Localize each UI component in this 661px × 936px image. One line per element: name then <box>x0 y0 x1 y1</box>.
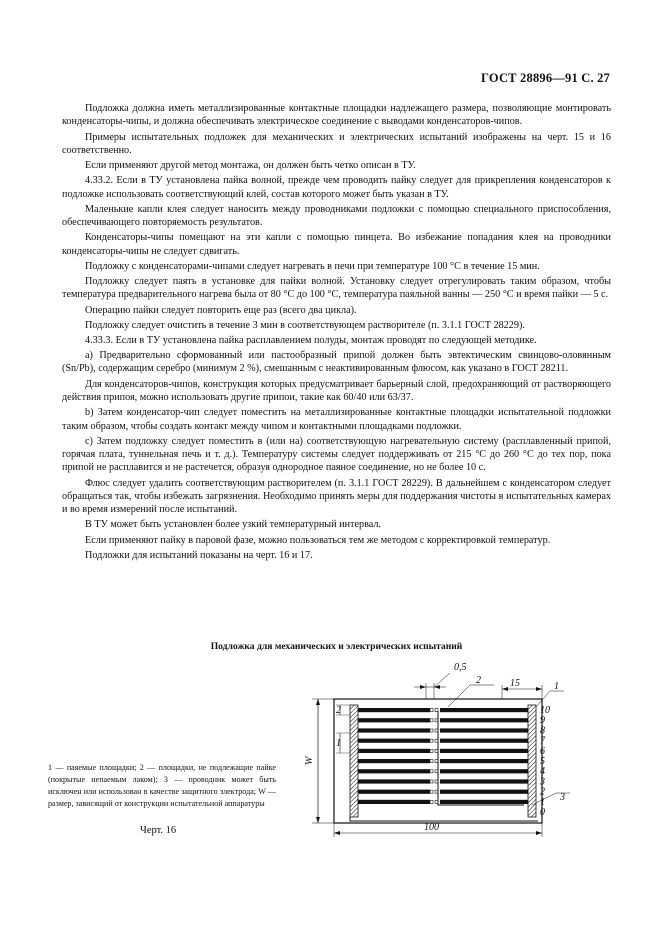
row-number: 10 <box>540 705 550 716</box>
left-comb <box>350 705 430 817</box>
paragraph: 4.33.3. Если в ТУ установлена пайка расплавлением полуды, монтаж проводят по следующей методике. <box>85 334 537 346</box>
left-finger <box>358 708 430 712</box>
right-finger <box>440 749 528 753</box>
paragraph: Примеры испытательных подложек для механических и электрических испытаний изображены на черт. 15 и 16 соответственно. <box>62 131 611 156</box>
left-finger <box>358 749 430 753</box>
solder-pad-gap <box>430 719 433 722</box>
leader-2 <box>448 675 494 707</box>
right-finger <box>440 708 528 712</box>
dimension-left-small <box>336 705 350 753</box>
body-text <box>62 102 611 564</box>
figure-caption: Черт. 16 <box>140 825 177 836</box>
dimension-left-2: 2 <box>336 705 341 716</box>
legend-text: 1 — паяемые площадки; 2 — площадки, не подлежащие пайке (покрытые непаемым лаком); 3 — проводник может быть исключен или использован в качестве защитного электрода; W — размер, зависящий от конструкции испытательной аппаратуры <box>48 763 276 808</box>
paragraph: Маленькие капли клея следует наносить между проводниками подложки с помощью специального приспособления, обеспечивающего повторяемость результатов. <box>62 203 611 229</box>
dimension-w-label: W <box>304 756 315 765</box>
figure-title: Подложка для механических и электрических испытаний <box>210 641 463 652</box>
figure-legend <box>48 762 276 810</box>
dimension-bottom <box>334 822 542 837</box>
solder-pad-gap <box>430 800 433 803</box>
paragraph: Операцию пайки следует повторить еще раз (всего два цикла). <box>85 304 357 316</box>
right-fingers <box>440 708 528 804</box>
row-number: 7 <box>540 735 545 747</box>
row-number: 3 <box>540 776 545 788</box>
dimension-w <box>304 699 334 823</box>
left-finger <box>358 769 430 773</box>
row-number: 2 <box>540 786 545 798</box>
substrate-drawing <box>298 655 574 843</box>
left-comb-spine <box>350 705 358 817</box>
row-number: 0 <box>540 807 545 818</box>
solder-pad-gap <box>430 790 433 793</box>
paragraph: Если применяют пайку в паровой фазе, можно пользоваться тем же методом с корректировкой температур. <box>85 534 551 546</box>
right-finger <box>440 769 528 773</box>
solder-pad-gap <box>430 780 433 783</box>
left-finger <box>358 800 430 804</box>
right-finger <box>440 759 528 763</box>
left-finger <box>358 718 430 722</box>
paragraph: Подложку с конденсаторами-чипами следует нагревать в печи при температуре 100 °С в течение 15 мин. <box>85 260 540 272</box>
left-finger <box>358 759 430 763</box>
leader-3-label: 3 <box>560 792 565 803</box>
solder-pad-gap <box>430 770 433 773</box>
dimension-bottom-label: 100 <box>424 822 439 833</box>
dimension-top-right <box>502 678 542 699</box>
left-finger <box>358 779 430 783</box>
solder-pad-gap <box>430 739 433 742</box>
leader-2-label: 2 <box>476 675 481 686</box>
paragraph: с) Затем подложку следует поместить в (или на) соответствующую нагревательную систему (расплавленный припой, горячая плата, туннельная печь и т. д.). Температуру системы следует поддерживать от 215 °С до 260 °С до тех пор, пока припой не расплавится и не растечется, образуя однородное паяное соединение, но не более 10 с. <box>62 435 611 474</box>
right-finger <box>440 779 528 783</box>
right-comb-spine <box>528 705 536 817</box>
pad-dots <box>430 709 438 804</box>
paragraph: Если применяют другой метод монтажа, он должен быть четко описан в ТУ. <box>85 160 416 172</box>
solder-pad-gap <box>430 709 433 712</box>
leader-1-label: 1 <box>554 681 559 692</box>
dimension-left-1: 1 <box>336 738 341 749</box>
page-header: ГОСТ 28896—91 С. 27 <box>481 71 610 85</box>
left-finger <box>358 739 430 743</box>
paragraph: В ТУ может быть установлен более узкий температурный интервал. <box>85 519 382 531</box>
leader-1 <box>536 681 564 707</box>
paragraph: а) Предварительно сформованный или пастообразный припой должен быть эвтектическим свинцово-оловянным (Sn/Pb), содержащим серебро (минимум 2 %), смешанным с неактивированным флюсом, как указано в ГОСТ 28211. <box>62 350 611 375</box>
row-number: 6 <box>540 745 545 757</box>
dimension-top-right-label: 15 <box>510 678 520 689</box>
row-number: 5 <box>540 756 545 767</box>
paragraph: 4.33.2. Если в ТУ установлена пайка волной, прежде чем проводить пайку следует для прикрепления конденсаторов к подложке использовать соответствующий клей, состав которого может быть указан в ТУ. <box>62 175 611 200</box>
paragraph: Подложку следует очистить в течение 3 мин в соответствующем растворителе (п. 3.1.1 ГОСТ 28229). <box>85 319 525 331</box>
solder-pad-gap <box>430 760 433 763</box>
row-number: 1 <box>540 796 545 808</box>
left-fingers <box>358 708 430 804</box>
row-number: 8 <box>540 725 545 737</box>
leader-3 <box>532 792 570 805</box>
row-number: 4 <box>540 766 545 778</box>
paragraph: Конденсаторы-чипы помещают на эти капли с помощью пинцета. Во избежание попадания клея на проводники конденсаторы-чипы не следует сдвигать. <box>62 232 611 257</box>
paragraph: Подложку следует паять в установке для пайки волной. Установку следует отрегулировать таким образом, чтобы температура предварительного нагрева была от 80 °С до 100 °С, температура паяльной ванны — 250 °С и время пайки — 5 с. <box>62 276 611 301</box>
row-number: 9 <box>540 715 545 727</box>
left-finger <box>358 790 430 794</box>
solder-pad-gap <box>430 749 433 752</box>
right-finger <box>440 800 528 804</box>
left-finger <box>358 728 430 732</box>
guard-conductor <box>350 817 538 821</box>
right-comb <box>440 705 536 817</box>
right-finger <box>440 739 528 743</box>
paragraph: b) Затем конденсатор-чип следует поместить на металлизированные контактные площадки испытательной подложки таким образом, чтобы создать контакт между чипом и контактными площадками подложки. <box>62 407 611 432</box>
right-finger <box>440 790 528 794</box>
right-finger <box>440 718 528 722</box>
dimension-top-gap <box>414 662 467 699</box>
paragraph: Подложка должна иметь металлизированные контактные площадки надлежащего размера, позволяющие монтировать конденсаторы-чипы, и должна обеспечивать электрическое соединение с выводами конденсаторов-чипов. <box>62 103 611 128</box>
solder-pad-gap <box>430 729 433 732</box>
paragraph: Флюс следует удалить соответствующим растворителем (п. 3.1.1 ГОСТ 28229). В дальнейшем с конденсатором следует обращаться так, чтобы избежать загрязнения. Необходимо принять меры для поддержания чистоты в испытательных камерах и во время измерений после испытаний. <box>62 477 611 516</box>
paragraph: Для конденсаторов-чипов, конструкция которых предусматривает барьерный слой, предохраняющий от растворяющего действия припоя, можно использовать другие припои, такие как 60/40 или 63/37. <box>62 378 611 403</box>
dimension-top-gap-label: 0,5 <box>454 662 467 673</box>
paragraph: Подложки для испытаний показаны на черт. 16 и 17. <box>85 549 313 561</box>
right-finger <box>440 728 528 732</box>
row-numbers <box>539 705 550 818</box>
